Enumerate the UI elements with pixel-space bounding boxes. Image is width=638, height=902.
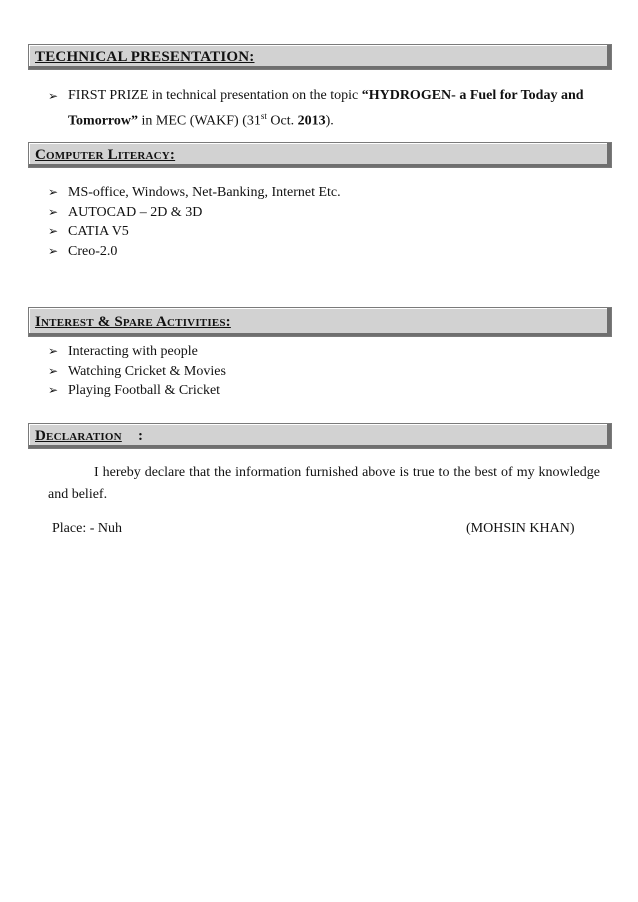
arrow-bullet-icon: ➢ (48, 224, 59, 238)
list-item: ➢ Playing Football & Cricket (48, 381, 226, 401)
list-item: ➢ AUTOCAD – 2D & 3D (48, 203, 341, 223)
list-item: ➢ Interacting with people (48, 342, 226, 362)
section-title: Computer Literacy: (35, 147, 176, 163)
section-header-technical-presentation (28, 44, 612, 70)
arrow-bullet-icon: ➢ (48, 243, 59, 258)
place-label: Place: - Nuh (52, 521, 122, 536)
list-item: ➢ Watching Cricket & Movies (48, 362, 226, 382)
arrow-bullet-icon: ➢ (48, 204, 59, 219)
arrow-bullet-icon: ➢ (48, 344, 59, 358)
declaration-text: I hereby declare that the information furnished above is true to the best of my knowledge and belief. (48, 465, 600, 502)
list-item: ➢ CATIA V5 (48, 222, 341, 242)
section-title: Interest & Spare Activities: (35, 314, 231, 330)
section-title-colon: : (138, 428, 143, 444)
arrow-bullet-icon: ➢ (48, 185, 59, 199)
section-header-computer-literacy (28, 142, 612, 168)
arrow-bullet-icon: ➢ (48, 383, 59, 397)
section-header-declaration (28, 423, 612, 449)
computer-skills-list (48, 183, 341, 261)
signature-name: (MOHSIN KHAN) (466, 521, 575, 536)
list-item: ➢ MS-office, Windows, Net-Banking, Internet Etc. (48, 183, 341, 203)
arrow-bullet-icon: ➢ (48, 89, 59, 103)
list-item: ➢ Creo-2.0 (48, 242, 341, 262)
list-item-first-prize: ➢ FIRST PRIZE in technical presentation on the topic “HYDROGEN- a Fuel for Today and Tomorrow” in MEC (WAKF) (31st Oct. 2013). (48, 88, 584, 129)
section-title: Declaration (35, 428, 122, 444)
topic-title: “HYDROGEN- a Fuel for Today and Tomorrow” (68, 88, 584, 129)
section-header-interest-activities (28, 307, 612, 337)
year: 2013 (297, 113, 326, 129)
section-title: TECHNICAL PRESENTATION: (35, 49, 255, 65)
arrow-bullet-icon: ➢ (48, 363, 59, 378)
interest-list (48, 342, 226, 401)
